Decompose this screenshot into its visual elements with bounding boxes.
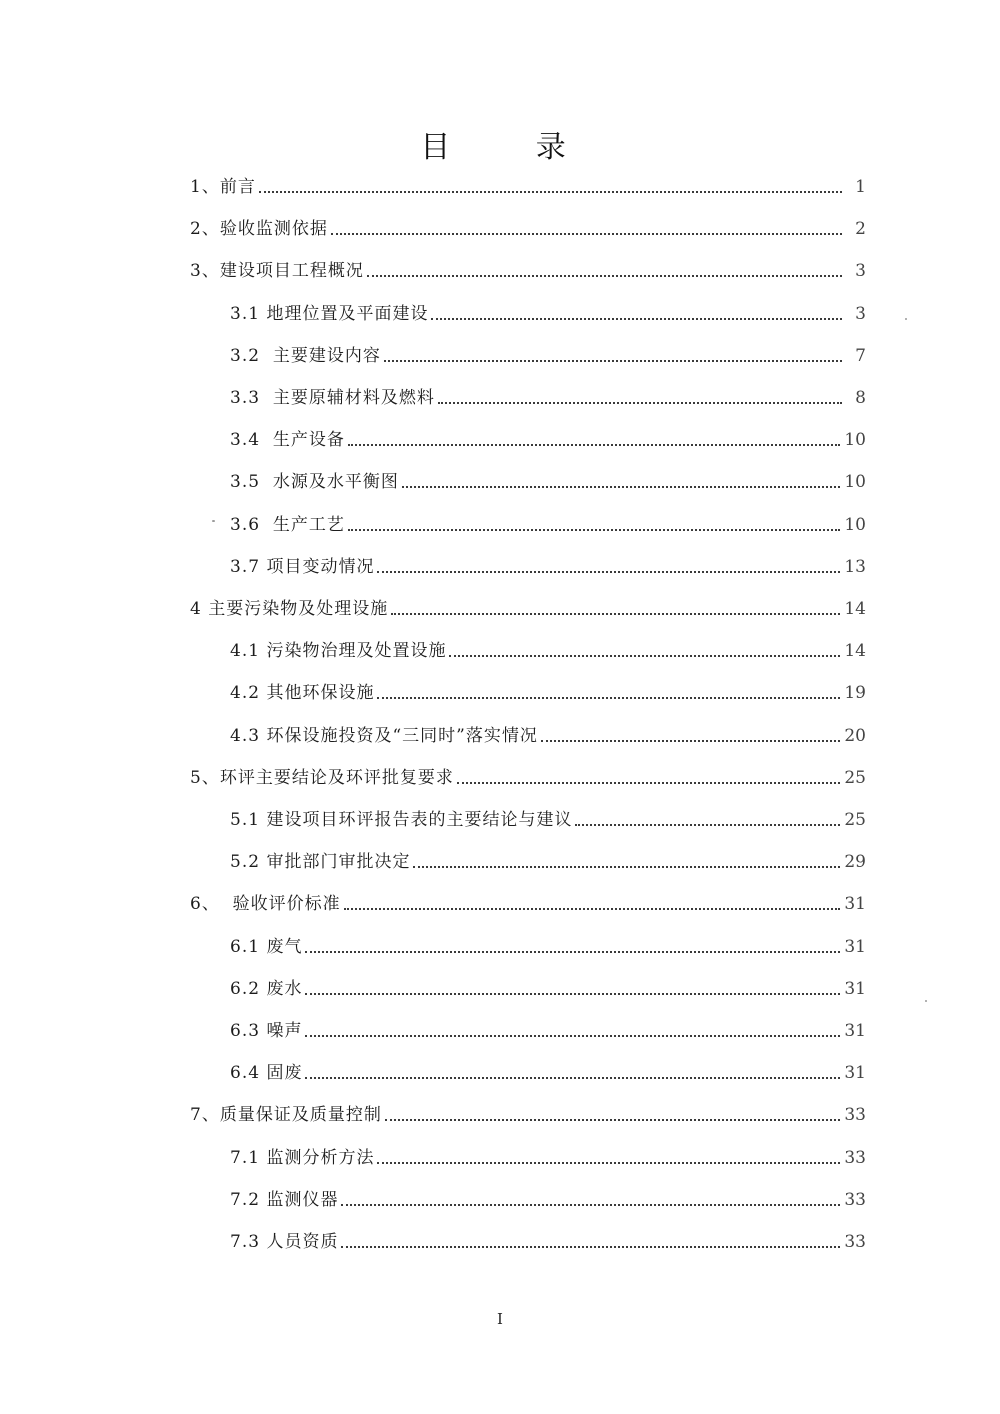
toc-entry[interactable] — [190, 590, 866, 620]
toc-dot-leader — [377, 697, 840, 699]
toc-dot-leader — [431, 318, 842, 320]
toc-entry-page: 33 — [844, 1189, 866, 1210]
toc-entry-page: 3 — [855, 261, 866, 282]
toc-entry-page: 25 — [844, 767, 866, 788]
toc-dot-leader — [391, 613, 840, 615]
toc-entry-title: 6.3 噪声 — [230, 1021, 303, 1041]
toc-dot-leader — [341, 1204, 840, 1206]
scan-speck — [925, 1000, 927, 1002]
toc-entry[interactable] — [190, 210, 866, 240]
toc-entry[interactable] — [230, 421, 866, 451]
toc-entry-title: 5.2 审批部门审批决定 — [230, 852, 411, 873]
toc-entry[interactable] — [230, 295, 866, 325]
toc-entry-page: 33 — [844, 1147, 866, 1168]
toc-entry[interactable] — [230, 463, 866, 493]
toc-entry-title: 7.1 监测分析方法 — [230, 1147, 375, 1168]
toc-dot-leader — [385, 1119, 841, 1121]
scan-speck — [212, 520, 215, 522]
toc-entry[interactable] — [230, 1181, 866, 1211]
scan-speck — [905, 318, 907, 320]
toc-entry-title: 2、验收监测依据 — [190, 219, 328, 240]
toc-entry[interactable] — [230, 379, 866, 409]
toc-entry-page: 7 — [855, 345, 866, 366]
toc-entry-title: 4.1 污染物治理及处置设施 — [230, 641, 447, 662]
toc-entry-page: 8 — [855, 388, 866, 408]
toc-entry-title: 4 主要污染物及处理设施 — [190, 599, 389, 619]
toc-entry-title: 7、质量保证及质量控制 — [190, 1105, 382, 1126]
toc-dot-leader — [305, 951, 840, 953]
toc-entry-title: 6.4 固废 — [230, 1063, 303, 1084]
toc-entry-page: 1 — [855, 177, 866, 197]
toc-dot-leader — [331, 233, 842, 235]
toc-dot-leader — [348, 444, 841, 446]
toc-entry[interactable] — [190, 168, 866, 198]
toc-dot-leader — [575, 824, 840, 826]
toc-entry-page: 19 — [844, 683, 866, 704]
toc-entry-title: 3.3 主要原辅材料及燃料 — [230, 388, 435, 408]
toc-entry[interactable] — [230, 1054, 866, 1084]
toc-entry-page: 25 — [844, 810, 866, 830]
toc-dot-leader — [305, 1035, 840, 1037]
toc-entry-title: 5、环评主要结论及环评批复要求 — [190, 767, 454, 788]
toc-dot-leader — [438, 402, 842, 404]
toc-entry-page: 33 — [844, 1232, 866, 1252]
toc-entry-title: 6.1 废气 — [230, 936, 303, 957]
toc-entry[interactable] — [230, 1139, 866, 1169]
toc-entry-page: 31 — [844, 1021, 866, 1041]
toc-dot-leader — [377, 571, 840, 573]
toc-entry-page: 14 — [844, 641, 866, 662]
toc-entry-title: 7.2 监测仪器 — [230, 1189, 339, 1210]
toc-entry-page: 31 — [844, 1063, 866, 1084]
toc-entry[interactable] — [230, 1012, 866, 1042]
toc-entry[interactable] — [230, 674, 866, 704]
toc-entry-page: 33 — [844, 1105, 866, 1126]
toc-entry-title: 3.5 水源及水平衡图 — [230, 472, 399, 493]
toc-dot-leader — [457, 782, 841, 784]
toc-entry-title: 6.2 废水 — [230, 978, 303, 999]
toc-dot-leader — [341, 1246, 840, 1248]
toc-dot-leader — [348, 529, 841, 531]
toc-entry-title: 4.2 其他环保设施 — [230, 683, 375, 704]
toc-entry-page: 14 — [844, 599, 866, 619]
toc-entry[interactable] — [190, 759, 866, 789]
toc-entry-page: 20 — [844, 725, 866, 746]
toc-entry[interactable] — [230, 1223, 866, 1253]
toc-entry-page: 29 — [844, 852, 866, 873]
toc-entry-page: 31 — [844, 894, 866, 915]
toc-entry[interactable] — [230, 928, 866, 958]
toc-entry-title: 3.2 主要建设内容 — [230, 345, 381, 366]
toc-dot-leader — [259, 191, 842, 193]
toc-dot-leader — [344, 908, 841, 910]
toc-entry[interactable] — [230, 843, 866, 873]
toc-entry-page: 13 — [844, 556, 866, 577]
toc-entry-title: 3.4 生产设备 — [230, 430, 345, 451]
toc-entry-page: 10 — [844, 472, 866, 493]
toc-entry-title: 7.3 人员资质 — [230, 1232, 339, 1252]
toc-dot-leader — [402, 486, 841, 488]
toc-entry[interactable] — [230, 337, 866, 367]
toc-entry[interactable] — [230, 548, 866, 578]
page-title: 目 录 — [420, 130, 604, 165]
toc-dot-leader — [305, 1077, 840, 1079]
toc-dot-leader — [449, 655, 840, 657]
toc-entry-page: 31 — [844, 978, 866, 999]
toc-entry-page: 3 — [855, 303, 866, 324]
toc-entry-page: 10 — [844, 430, 866, 451]
toc-entry-title: 6、 验收评价标准 — [190, 894, 341, 915]
toc-entry-title: 4.3 环保设施投资及“三同时”落实情况 — [230, 725, 538, 746]
toc-dot-leader — [377, 1162, 840, 1164]
toc-entry-page: 2 — [855, 219, 866, 240]
toc-entry-title: 1、前言 — [190, 177, 256, 197]
toc-entry[interactable] — [230, 632, 866, 662]
page-number: I — [497, 1310, 503, 1328]
toc-entry[interactable] — [190, 1096, 866, 1126]
toc-entry-title: 3.7 项目变动情况 — [230, 556, 375, 577]
toc-entry-title: 3、建设项目工程概况 — [190, 261, 364, 282]
toc-entry[interactable] — [230, 717, 866, 747]
toc-entry[interactable] — [190, 885, 866, 915]
toc-entry-page: 10 — [844, 514, 866, 535]
toc-entry[interactable] — [230, 506, 866, 536]
toc-entry[interactable] — [230, 970, 866, 1000]
toc-dot-leader — [305, 993, 840, 995]
toc-entry[interactable] — [230, 801, 866, 831]
toc-entry[interactable] — [190, 252, 866, 282]
toc-dot-leader — [541, 740, 841, 742]
toc-entry-title: 5.1 建设项目环评报告表的主要结论与建议 — [230, 810, 573, 830]
toc-dot-leader — [384, 360, 842, 362]
toc-dot-leader — [367, 275, 842, 277]
toc-entry-title: 3.1 地理位置及平面建设 — [230, 303, 429, 324]
toc-dot-leader — [413, 866, 840, 868]
toc-entry-title: 3.6 生产工艺 — [230, 514, 345, 535]
toc-entry-page: 31 — [844, 936, 866, 957]
